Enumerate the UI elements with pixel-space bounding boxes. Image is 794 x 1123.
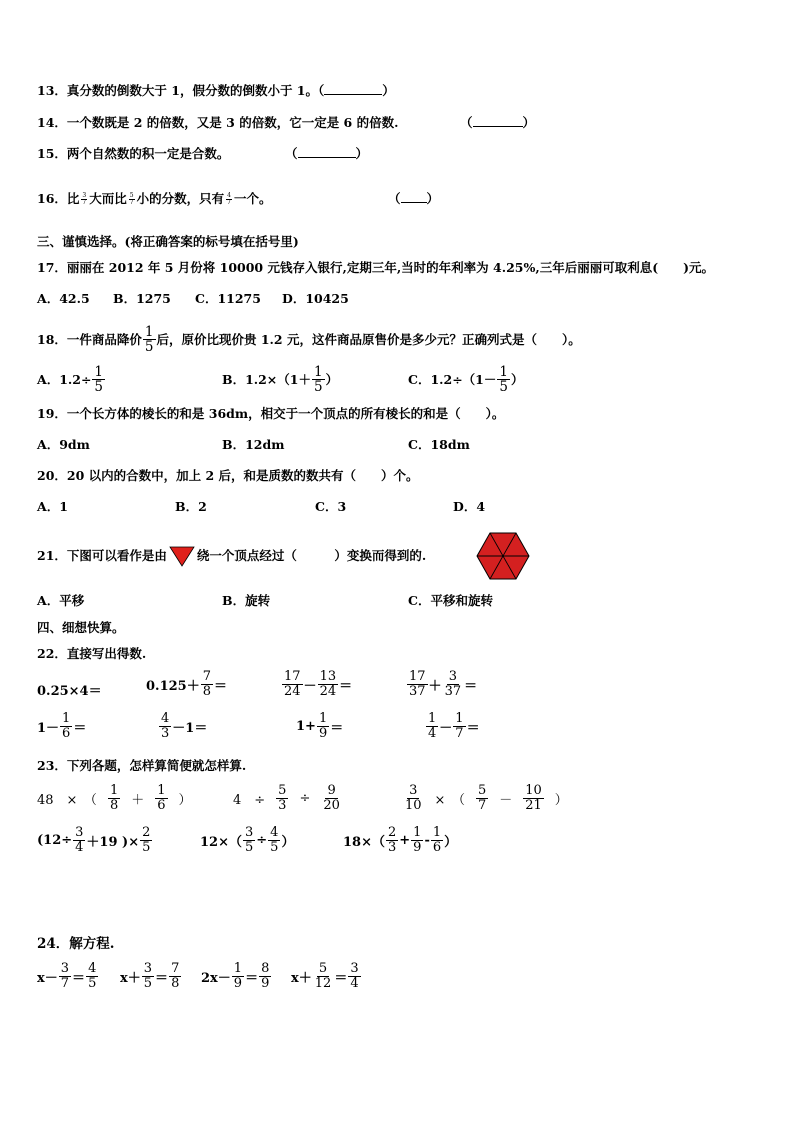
fraction [443, 670, 464, 698]
numerator: 1 [313, 364, 323, 380]
denominator: 4 [350, 975, 359, 991]
denominator: 9 [318, 725, 328, 741]
fraction [282, 670, 303, 698]
numerator: 3 [143, 961, 153, 976]
fraction [523, 784, 544, 812]
fraction [407, 670, 428, 698]
denominator: 9 [413, 839, 422, 855]
numerator: 1 [428, 711, 437, 726]
denominator: 5 [143, 975, 153, 991]
q19-option-a[interactable]: A．9dm [37, 437, 90, 452]
fraction [312, 365, 325, 394]
numerator: 1 [157, 783, 166, 798]
numerator: 1 [109, 783, 119, 798]
numerator: 1 [499, 364, 508, 380]
q20-option-b[interactable]: B．2 [175, 499, 207, 514]
fraction [169, 962, 181, 990]
denominator: 24 [284, 683, 301, 699]
denominator: 37 [444, 683, 462, 699]
fraction [92, 365, 105, 394]
q20-option-a[interactable]: A．1 [37, 499, 68, 514]
fraction [108, 784, 120, 812]
numerator: 3 [409, 783, 418, 798]
denominator: 5 [244, 839, 254, 855]
numerator: 4 [227, 192, 231, 199]
fraction [225, 193, 233, 206]
q22-item-6: $\frac{4}{3}$ －1＝ [161, 711, 208, 741]
section-3-heading: 三、谨慎选择。(将正确答案的标号填在括号里) [37, 234, 299, 249]
denominator: 5 [94, 379, 104, 396]
q22-item-5: 1－ $\frac{1}{6}$ ＝ [37, 711, 87, 741]
fraction [128, 193, 136, 206]
numerator: 3 [350, 961, 359, 976]
q24-equation-3: 2x－ $\frac{1}{9}$ ＝ $\frac{8}{9}$ [201, 961, 270, 991]
numerator: 4 [88, 961, 97, 976]
q22-item-8: $\frac{1}{4}$ － $\frac{1}{7}$ ＝ [428, 711, 480, 741]
fraction [259, 962, 271, 990]
q23-item-3: $\frac{3}{10}$ × （ $\frac{5}{7}$ － $\frac{10}{21}$ ） [405, 783, 568, 813]
numerator: 10 [525, 783, 542, 798]
question-18: 18．一件商品降价 $\frac{1}{5}$ 后，原价比现价贵 1.2 元，这件商品原售价是多少元？正确列式是（ ）。 [37, 324, 581, 356]
fraction [59, 962, 71, 990]
q24-equation-1: x－ $\frac{3}{7}$ ＝ $\frac{4}{5}$ [37, 961, 97, 991]
numerator: 2 [142, 825, 151, 840]
numerator: 5 [129, 192, 134, 199]
denominator: 5 [88, 975, 97, 991]
denominator: 12 [314, 975, 332, 991]
q20-option-c[interactable]: C．3 [315, 499, 347, 514]
denominator: 5 [499, 379, 508, 396]
numerator: 3 [75, 825, 84, 840]
denominator: 6 [157, 797, 166, 813]
q21-option-c[interactable]: C．平移和旋转 [408, 593, 493, 608]
fraction [140, 826, 152, 854]
denominator: 5 [270, 839, 279, 855]
denominator: 7 [129, 199, 134, 206]
denominator: 7 [82, 199, 87, 206]
answer-blank[interactable] [473, 114, 523, 127]
numerator: 1 [62, 711, 71, 726]
denominator: 7 [477, 797, 487, 813]
denominator: 6 [62, 725, 71, 741]
question-22: 22．直接写出得数. [37, 646, 147, 661]
fraction [243, 826, 255, 854]
q17-option-a[interactable]: A．42.5 [37, 291, 90, 306]
q18-option-b[interactable]: B．1.2×（1＋ $\frac{1}{5}$ ） [222, 364, 339, 396]
denominator: 8 [202, 683, 211, 699]
fraction [155, 784, 167, 812]
fraction [80, 193, 88, 206]
fraction [348, 962, 360, 990]
denominator: 21 [525, 797, 542, 813]
fraction [201, 670, 213, 698]
numerator: 7 [171, 961, 180, 976]
fraction [73, 826, 85, 854]
fraction [142, 962, 154, 990]
numerator: 5 [318, 961, 328, 976]
fraction [497, 365, 510, 394]
q17-option-b[interactable]: B．1275 [113, 291, 171, 306]
numerator: 4 [270, 825, 279, 840]
fraction [317, 712, 329, 740]
fraction [386, 826, 398, 854]
q23-item-1: 48 × （ $\frac{1}{8}$ ＋ $\frac{1}{6}$ ） [37, 783, 192, 813]
q17-option-d[interactable]: D．10425 [282, 291, 349, 306]
denominator: 3 [278, 797, 287, 813]
numerator: 1 [413, 825, 422, 840]
numerator: 1 [144, 324, 154, 340]
fraction [268, 826, 280, 854]
q21-option-b[interactable]: B．旋转 [222, 593, 271, 608]
q23-item-2: 4 ÷ $\frac{5}{3}$ ÷ $\frac{9}{20}$ [233, 783, 340, 813]
answer-blank[interactable] [298, 145, 356, 158]
numerator: 3 [244, 825, 254, 840]
fraction [318, 670, 339, 698]
q24-equation-4: x＋ $\frac{5}{12}$ ＝ $\frac{3}{4}$ [291, 961, 359, 991]
question-14: 14．一个数既是 2 的倍数，又是 3 的倍数，它一定是 6 的倍数. [37, 115, 399, 130]
question-17: 17．丽丽在 2012 年 5 月份将 10000 元钱存入银行,定期三年,当时的年利率为 4.25%,三年后丽丽可取利息( )元。 [37, 260, 715, 275]
q22-item-2: 0.125＋ $\frac{7}{8}$ ＝ [146, 669, 228, 699]
numerator: 3 [448, 669, 457, 684]
question-16-answer: （ ） [388, 191, 440, 206]
q24-equation-2: x＋ $\frac{3}{5}$ ＝ $\frac{7}{8}$ [120, 961, 180, 991]
denominator: 7 [455, 725, 464, 741]
question-16: 16．比 $\frac{3}{7}$ 大而比 $\frac{5}{7}$ 小的分数，只有 $\frac{4}{7}$ 一个。 [37, 191, 272, 206]
q19-option-b[interactable]: B．12dm [222, 437, 285, 452]
numerator: 17 [409, 669, 426, 684]
hexagon-figure-icon [476, 531, 530, 581]
denominator: 5 [144, 339, 154, 356]
denominator: 3 [387, 839, 397, 855]
fraction [403, 784, 424, 812]
triangle-figure-icon [169, 545, 195, 567]
fraction [143, 325, 156, 354]
q22-item-7: 1+ $\frac{1}{9}$ ＝ [296, 711, 344, 741]
q23-item-6: 18×（ $\frac{2}{3}$ + $\frac{1}{9}$ - $\frac{1}{6}$ ） [343, 825, 458, 855]
denominator: 3 [161, 725, 170, 741]
denominator: 6 [432, 839, 442, 855]
q23-item-5: 12×（ $\frac{3}{5}$ ÷ $\frac{4}{5}$ ） [200, 825, 295, 855]
question-23: 23．下列各题，怎样算简便就怎样算. [37, 758, 247, 773]
fraction [276, 784, 288, 812]
fraction [453, 712, 465, 740]
q19-option-c[interactable]: C．18dm [408, 437, 470, 452]
q21-option-a[interactable]: A．平移 [37, 593, 85, 608]
numerator: 8 [261, 961, 270, 976]
question-20: 20．20 以内的合数中，加上 2 后，和是质数的数共有（ ）个。 [37, 468, 419, 483]
q18-option-a[interactable]: A．1.2÷ $\frac{1}{5}$ [37, 364, 104, 396]
denominator: 4 [428, 725, 437, 741]
denominator: 5 [313, 379, 323, 396]
numerator: 1 [233, 961, 243, 976]
denominator: 7 [227, 199, 231, 206]
denominator: 9 [233, 975, 243, 991]
numerator: 1 [432, 825, 442, 840]
answer-blank[interactable] [324, 82, 382, 95]
q20-option-d[interactable]: D．4 [453, 499, 486, 514]
fraction [313, 962, 334, 990]
question-15-answer: （ ） [285, 146, 369, 161]
question-14-answer: （ ） [460, 115, 536, 130]
numerator: 17 [284, 669, 301, 684]
fraction [86, 962, 98, 990]
numerator: 2 [387, 825, 397, 840]
fraction [426, 712, 438, 740]
numerator: 1 [94, 364, 104, 380]
numerator: 3 [60, 961, 70, 976]
denominator: 8 [171, 975, 180, 991]
fraction [232, 962, 244, 990]
fraction [321, 784, 342, 812]
denominator: 5 [142, 839, 151, 855]
section-4-heading: 四、细想快算。 [37, 620, 125, 635]
q22-item-1: 0.25×4＝ [37, 684, 102, 699]
fraction [431, 826, 443, 854]
numerator: 5 [278, 783, 287, 798]
fraction [159, 712, 171, 740]
denominator: 37 [409, 683, 426, 699]
question-19: 19．一个长方体的棱长的和是 36dm，相交于一个顶点的所有棱长的和是（ ）。 [37, 406, 505, 421]
q23-item-4: (12÷ $\frac{3}{4}$ ＋19 )× $\frac{2}{5}$ [37, 825, 151, 855]
fraction [411, 826, 423, 854]
q17-option-c[interactable]: C．11275 [195, 291, 261, 306]
numerator: 1 [455, 711, 464, 726]
q22-item-3: $\frac{17}{24}$ － $\frac{13}{24}$ ＝ [284, 669, 353, 699]
denominator: 24 [319, 683, 337, 699]
denominator: 20 [323, 797, 340, 813]
q22-item-4: $\frac{17}{37}$ ＋ $\frac{3}{37}$ ＝ [409, 669, 478, 699]
question-21: 21．下图可以看作是由 绕一个顶点经过（ ）变换而得到的. [37, 545, 426, 567]
answer-blank[interactable] [401, 190, 427, 203]
denominator: 10 [405, 797, 422, 813]
question-24: 24．解方程. [37, 936, 115, 952]
numerator: 13 [319, 669, 337, 684]
denominator: 9 [261, 975, 270, 991]
numerator: 1 [318, 711, 328, 726]
question-15: 15．两个自然数的积一定是合数。 [37, 146, 230, 161]
numerator: 7 [202, 669, 211, 684]
denominator: 7 [60, 975, 70, 991]
numerator: 9 [327, 783, 336, 798]
fraction [60, 712, 72, 740]
q18-option-c[interactable]: C．1.2÷（1－ $\frac{1}{5}$ ） [408, 364, 524, 396]
numerator: 5 [477, 783, 487, 798]
numerator: 3 [82, 192, 87, 199]
fraction [476, 784, 488, 812]
denominator: 4 [75, 839, 84, 855]
denominator: 8 [109, 797, 119, 813]
question-13: 13．真分数的倒数大于 1，假分数的倒数小于 1。（ ） [37, 83, 395, 98]
numerator: 4 [161, 711, 170, 726]
